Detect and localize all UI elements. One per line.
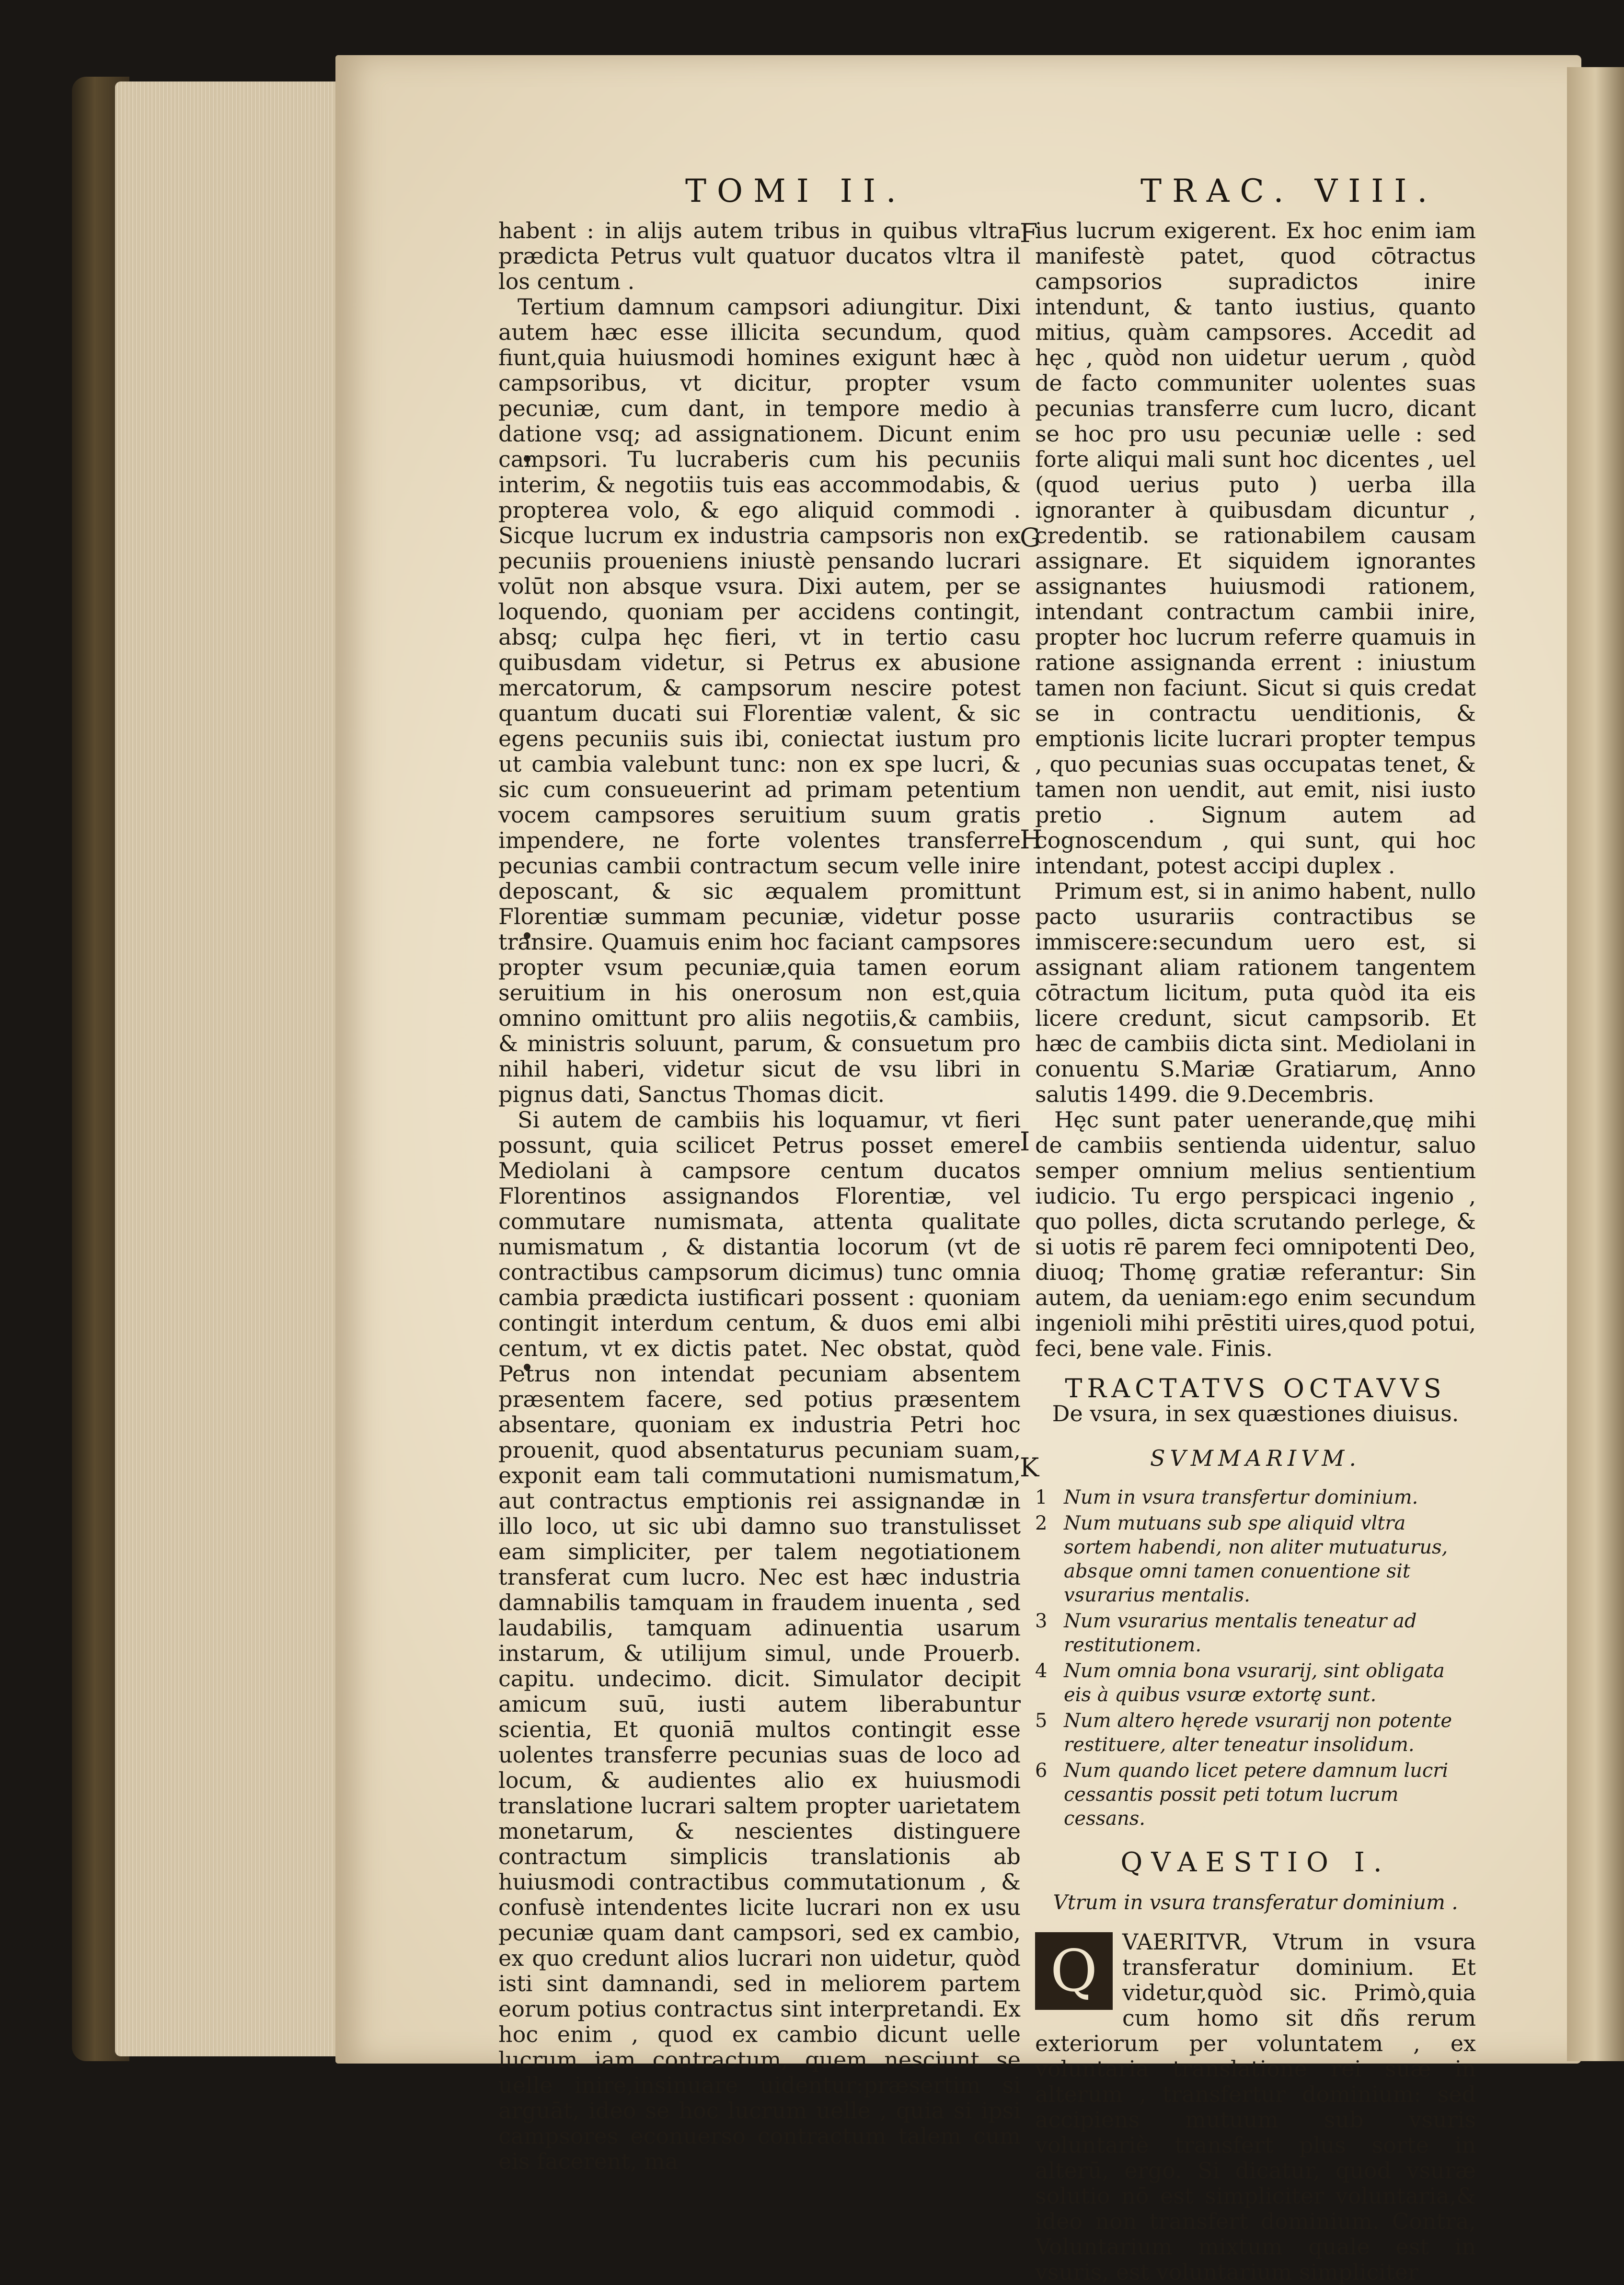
paragraph: ius lucrum exigerent. Ex hoc enim iam manifestè patet, quod cōtractus campsorios supradictos inire intendunt, & tanto iustius, quanto mitius, quàm campsores. Accedit ad hęc , quòd non uidetur uerum , quòd de facto communiter uolentes suas pecunias transferre cum lucro, dicant se hoc pro usu pecuniæ uelle : sed forte aliqui mali sunt hoc dicentes , uel (quod uerius puto ) uerba illa ignoranter à quibusdam dicuntur , credentib. se rationabilem causam assignare. Et siquidem ignorantes assignantes huiusmodi rationem, intendant contractum cambii inire, propter hoc lucrum referre quamuis in ratione assignanda errent : iniustum tamen non faciunt. Sicut si quis credat se in contractu uenditionis, & emptionis licite lucrari propter tempus , quo pecunias suas occupatas tenet, & tamen non uendit, aut emit, nisi iusto pretio . Signum autem ad cognoscendum , qui sunt, qui hoc intendant, potest accipi duplex .: [1035, 218, 1476, 879]
drop-cap-initial: Q: [1035, 1932, 1113, 2010]
item-text: Num in vsura transfertur dominium.: [1064, 1486, 1418, 1508]
paragraph: Hęc sunt pater uenerande,quę mihi de cambiis sentienda uidentur, saluo semper omnium melius sentientium iudicio. Tu ergo perspicaci ingenio , quo polles, dicta scrutando perlege, & si uotis rē parem feci omnipotenti Deo, diuoq; Thomę gratiæ referantur: Sin autem, da ueniam:ego enim secundum ingenioli mihi prēstiti uires,quod potui, feci, bene vale. Finis.: [1035, 1107, 1476, 1361]
facing-page-edge: [1567, 67, 1624, 2061]
item-text: Num mutuans sub spe aliquid vltra sortem habendi, non aliter mutuaturus, absque omni tamen conuentione sit vsurarius mentalis.: [1064, 1512, 1448, 1606]
quaestio-subtitle: Vtrum in vsura transferatur dominium .: [1053, 1891, 1458, 1914]
summary-list: [1035, 1485, 1476, 1831]
list-item: [1035, 1485, 1476, 1509]
item-number: 2: [1035, 1512, 1048, 1534]
margin-letter-f: F: [1020, 218, 1038, 248]
quaestio-text: VAERITVR, Vtrum in vsura transferatur dominium. Et videtur,quòd sic. Primò,quia cum homo sit dñs rerum exteriorum per voluntatem , ex voluntaria translatione rei suæ in alterum , transfertur dominium: sed accipiens mutuum sub vsuris voluntariè transfert plus sorte in alterū, ergo. Si dicatur, quod vsuræ solutio nō est simpliciter voluntaria,& ideo non transfert dominium. Contra, Voluntarium mixtum quale est in vsuris, est voluntarium simpliciter: [1035, 1929, 1476, 2285]
list-item: [1035, 1609, 1476, 1657]
item-text: Num omnia bona vsurarij, sint obligata eis à quibus vsuræ extortę sunt.: [1064, 1660, 1445, 1706]
item-number: 5: [1035, 1710, 1048, 1732]
running-head-left: TOMI II.: [685, 173, 907, 209]
item-text: Num quando licet petere damnum lucri cessantis possit peti totum lucrum cessans.: [1064, 1760, 1449, 1830]
paragraph: Primum est, si in animo habent, nullo pacto usurariis contractibus se immiscere:secundum uero est, si assignant aliam rationem tangentem cōtractum licitum, puta quòd ita eis licere credunt, sicut campsorib. Et hæc de cambiis dicta sint. Mediolani in conuentu S.Mariæ Gratiarum, Anno salutis 1499. die 9.Decembris.: [1035, 878, 1476, 1107]
item-number: 4: [1035, 1660, 1048, 1682]
paragraph: Tertium damnum campsori adiungitur. Dixi autem hæc esse illicita secundum, quod fiunt,quia huiusmodi homines exigunt hæc à campsoribus, vt dicitur, propter vsum pecuniæ, cum dant, in tempore medio à datione vsq; ad assignationem. Dicunt enim campsori. Tu lucraberis cum his pecuniis interim, & negotiis tuis eas accommodabis, & propterea volo, & ego aliquid commodi . Sicque lucrum ex industria campsoris non ex pecuniis proueniens iniustè pensando lucrari volūt non absque vsura. Dixi autem, per se loquendo, quoniam per accidens contingit, absq; culpa hęc fieri, vt in tertio casu quibusdam videtur, si Petrus ex abusione mercatorum, & campsorum nescire potest quantum ducati sui Florentiæ valent, & sic egens pecuniis suis ibi, coniectat iustum pro ut cambia valebunt tunc: non ex spe lucri, & sic cum consueuerint ad primam petentium vocem campsores seruitium suum gratis impendere, ne forte volentes transferre pecunias cambii contractum secum velle inire deposcant, & sic æqualem promittunt Florentiæ summam pecuniæ, videtur posse transire. Quamuis enim hoc faciant campsores propter vsum pecuniæ,quia tamen eorum seruitium in his onerosum non est,quia omnino omittunt pro aliis negotiis,& cambiis, & ministris soluunt, parum, & consuetum pro nihil haberi, videtur sicut de vsu libri in pignus dati, Sanctus Thomas dicit.: [498, 294, 1021, 1107]
running-head-right: TRAC. VIII.: [1140, 173, 1438, 209]
quaestio-body: [1035, 1929, 1476, 2285]
margin-letter-i: I: [1020, 1126, 1030, 1157]
list-item: [1035, 1759, 1476, 1831]
list-item: [1035, 1659, 1476, 1707]
item-text: Num vsurarius mentalis teneatur ad restitutionem.: [1064, 1610, 1417, 1656]
margin-letter-g: G: [1020, 522, 1041, 553]
page-edges: [115, 81, 355, 2056]
item-number: 6: [1035, 1760, 1048, 1782]
list-item: [1035, 1511, 1476, 1607]
margin-letter-h: H: [1020, 824, 1043, 855]
list-item: [1035, 1709, 1476, 1757]
paragraph: habent : in alijs autem tribus in quibus vltra prædicta Petrus vult quatuor ducatos vltra il los centum .: [498, 218, 1021, 294]
item-text: Num altero hęrede vsurarij non potente restituere, alter teneatur insolidum.: [1064, 1710, 1452, 1756]
quaestio-title: QVAESTIO I.: [1120, 1847, 1391, 1878]
tractatus-subtitle: De vsura, in sex quæstiones diuisus.: [1052, 1401, 1459, 1427]
right-column: [1035, 218, 1476, 2285]
left-column: [498, 218, 1021, 2174]
item-number: 1: [1035, 1486, 1048, 1508]
paragraph: Si autem de cambiis his loquamur, vt fieri possunt, quia scilicet Petrus posset emere Mediolani à campsore centum ducatos Florentinos assignandos Florentiæ, vel commutare numismata, attenta qualitate numismatum , & distantia locorum (vt de contractibus campsorum dicimus) tunc omnia cambia prædicta iustificari possent : quoniam contingit interdum centum, & duos emi albi centum, vt ex dictis patet. Nec obstat, quòd Petrus non intendat pecuniam absentem præsentem facere, sed potius præsentem absentare, quoniam ex industria Petri hoc prouenit, quod absentaturus pecuniam suam, exponit eam tali commutationi numismatum, aut contractus emptionis rei assignandæ in illo loco, ut sic ubi damno suo transtulisset eam simpliciter, per talem negotiationem transferat cum lucro. Nec est hæc industria damnabilis tamquam in fraudem inuenta , sed laudabilis, tamquam adinuentia usarum instarum, & utilijum simul, unde Prouerb. capitu. undecimo. dicit. Simulator decipit amicum suū, iusti autem liberabuntur scientia, Et quoniā multos contingit esse uolentes transferre pecunias suas de loco ad locum, & audientes alio ex huiusmodi translatione lucrari saltem propter uarietatem monetarum, & nescientes distinguere contractum simplicis translationis ab huiusmodi contractibus commutationum , & confusè intendentes licite lucrari non ex usu pecuniæ quam dant campsori, sed ex cambio, ex quo credunt alios lucrari non uidetur, quòd isti sint damnandi, sed in meliorem partem eorum potius contractus sint interpretandi. Ex hoc enim , quod ex cambio dicunt uelle lucrum iam contractum, quem nesciunt se uelle inire,insinuare uidentur:præsertim si arguāt, ideo se hoc lucrum uelle , quia si ipsi campsores econuerso contractum talem cum eis facerent, ma: [498, 1107, 1021, 2174]
summarium-heading: SVMMARIVM.: [1150, 1445, 1361, 1471]
tractatus-title: TRACTATVS OCTAVVS: [1065, 1373, 1446, 1403]
margin-letter-k: K: [1020, 1452, 1039, 1483]
item-number: 3: [1035, 1610, 1048, 1632]
